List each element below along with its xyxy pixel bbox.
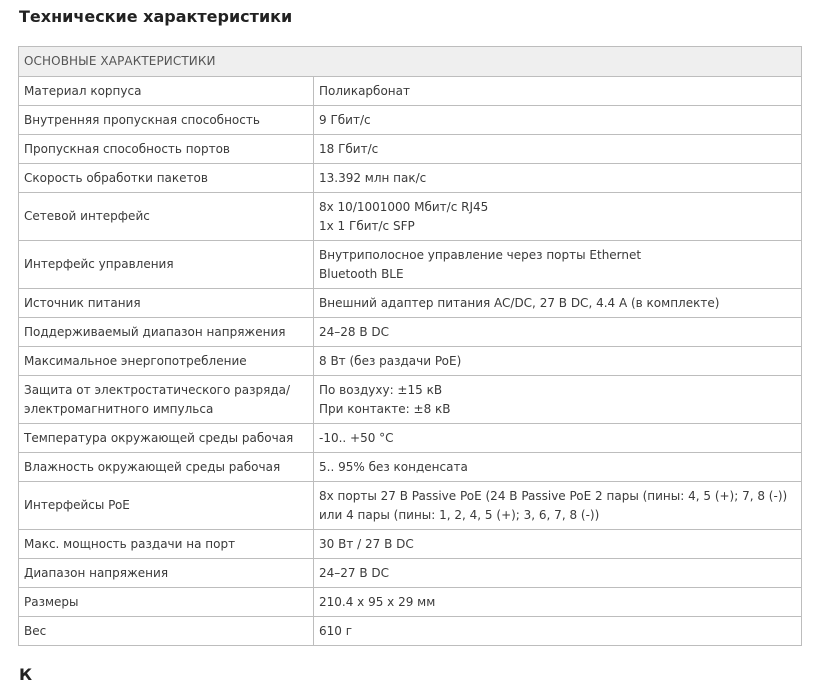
- spec-value: [314, 289, 802, 318]
- spec-label-text: электромагнитного импульса: [24, 401, 214, 416]
- spec-value-text: 8x 10/1001000 Мбит/с RJ45: [319, 199, 489, 214]
- spec-label: [19, 289, 314, 318]
- spec-label: [19, 318, 314, 347]
- spec-value: [314, 453, 802, 482]
- spec-value-text: 13.392 млн пак/с: [319, 170, 427, 185]
- spec-value: [314, 241, 802, 289]
- table-row: [19, 193, 802, 241]
- spec-label: [19, 453, 314, 482]
- spec-value: [314, 106, 802, 135]
- spec-label-text: Диапазон напряжения: [24, 565, 169, 580]
- spec-label-text: Поддерживаемый диапазон напряжения: [24, 324, 286, 339]
- spec-value: [314, 530, 802, 559]
- specs-table-body: [19, 77, 802, 646]
- spec-label-text: Макс. мощность раздачи на порт: [24, 536, 236, 551]
- spec-value-text: По воздуху: ±15 кВ: [319, 382, 443, 397]
- spec-label: [19, 376, 314, 424]
- spec-value: [314, 193, 802, 241]
- spec-value: [314, 588, 802, 617]
- spec-label: [19, 77, 314, 106]
- spec-label: [19, 164, 314, 193]
- table-row: [19, 106, 802, 135]
- spec-label-text: Влажность окружающей среды рабочая: [24, 459, 281, 474]
- spec-label-text: Скорость обработки пакетов: [24, 170, 208, 185]
- spec-label-text: Размеры: [24, 594, 79, 609]
- next-section-heading: К: [19, 665, 33, 684]
- spec-value-text: 1x 1 Гбит/с SFP: [319, 218, 415, 233]
- spec-value: [314, 77, 802, 106]
- spec-value-text: 8x порты 27 В Passive PoE (24 В Passive PoE 2 пары (пины: 4, 5 (+); 7, 8 (-)): [319, 488, 788, 503]
- spec-label-text: Защита от электростатического разряда/: [24, 382, 291, 397]
- spec-value-text: 610 г: [319, 623, 353, 638]
- table-row: [19, 289, 802, 318]
- spec-label-text: Максимальное энергопотребление: [24, 353, 247, 368]
- spec-label-text: Интерфейсы PoE: [24, 498, 130, 512]
- spec-value: [314, 559, 802, 588]
- spec-label: [19, 193, 314, 241]
- spec-value-text: 5.. 95% без конденсата: [319, 459, 468, 474]
- spec-value-text: 24–28 В DC: [319, 324, 390, 339]
- table-row: [19, 453, 802, 482]
- spec-label: [19, 559, 314, 588]
- spec-value-text: При контакте: ±8 кВ: [319, 401, 451, 416]
- spec-value-text: 18 Гбит/с: [319, 141, 379, 156]
- table-row: [19, 135, 802, 164]
- spec-label: [19, 241, 314, 289]
- table-row: [19, 559, 802, 588]
- spec-label: [19, 347, 314, 376]
- spec-label-text: Температура окружающей среды рабочая: [24, 430, 294, 445]
- spec-value: [314, 347, 802, 376]
- table-row: [19, 376, 802, 424]
- spec-label-text: Материал корпуса: [24, 83, 142, 98]
- spec-value: [314, 617, 802, 646]
- spec-label-text: Источник питания: [24, 295, 141, 310]
- spec-label: [19, 424, 314, 453]
- table-row: [19, 318, 802, 347]
- spec-value-text: 8 Вт (без раздачи PoE): [319, 353, 462, 368]
- spec-value-text: Внешний адаптер питания AC/DC, 27 В DC, 4.4 А (в комплекте): [319, 295, 720, 310]
- spec-value-text: -10.. +50 °C: [319, 430, 394, 445]
- spec-value-text: 30 Вт / 27 В DC: [319, 536, 414, 551]
- spec-label: [19, 106, 314, 135]
- table-row: [19, 424, 802, 453]
- spec-label: [19, 530, 314, 559]
- table-row: [19, 617, 802, 646]
- spec-value-text: 24–27 В DC: [319, 565, 390, 580]
- spec-label-text: Вес: [24, 623, 47, 638]
- section-header: ОСНОВНЫЕ ХАРАКТЕРИСТИКИ: [19, 47, 802, 77]
- spec-value-text: Bluetooth BLE: [319, 266, 404, 281]
- spec-value: [314, 482, 802, 530]
- spec-value: [314, 424, 802, 453]
- spec-value-text: 210.4 x 95 x 29 мм: [319, 594, 436, 609]
- spec-label: [19, 617, 314, 646]
- spec-label: [19, 135, 314, 164]
- table-row: [19, 77, 802, 106]
- spec-label: [19, 482, 314, 530]
- spec-value-text: Поликарбонат: [319, 83, 410, 98]
- spec-value: [314, 376, 802, 424]
- table-row: [19, 347, 802, 376]
- spec-value: [314, 318, 802, 347]
- spec-value: [314, 164, 802, 193]
- spec-label: [19, 588, 314, 617]
- spec-label-text: Интерфейс управления: [24, 257, 174, 271]
- spec-value-text: Внутриполосное управление через порты Ethernet: [319, 247, 642, 262]
- spec-label-text: Внутренняя пропускная способность: [24, 112, 260, 127]
- table-row: [19, 588, 802, 617]
- spec-value-text: или 4 пары (пины: 1, 2, 4, 5 (+); 3, 6, 7, 8 (-)): [319, 507, 600, 522]
- page-title: Технические характеристики: [19, 7, 293, 26]
- table-row: [19, 482, 802, 530]
- spec-label-text: Сетевой интерфейс: [24, 209, 150, 223]
- spec-label-text: Пропускная способность портов: [24, 141, 231, 156]
- table-row: [19, 164, 802, 193]
- table-row: [19, 241, 802, 289]
- spec-value: [314, 135, 802, 164]
- spec-value-text: 9 Гбит/с: [319, 112, 371, 127]
- table-row: [19, 530, 802, 559]
- specs-table: [18, 46, 802, 646]
